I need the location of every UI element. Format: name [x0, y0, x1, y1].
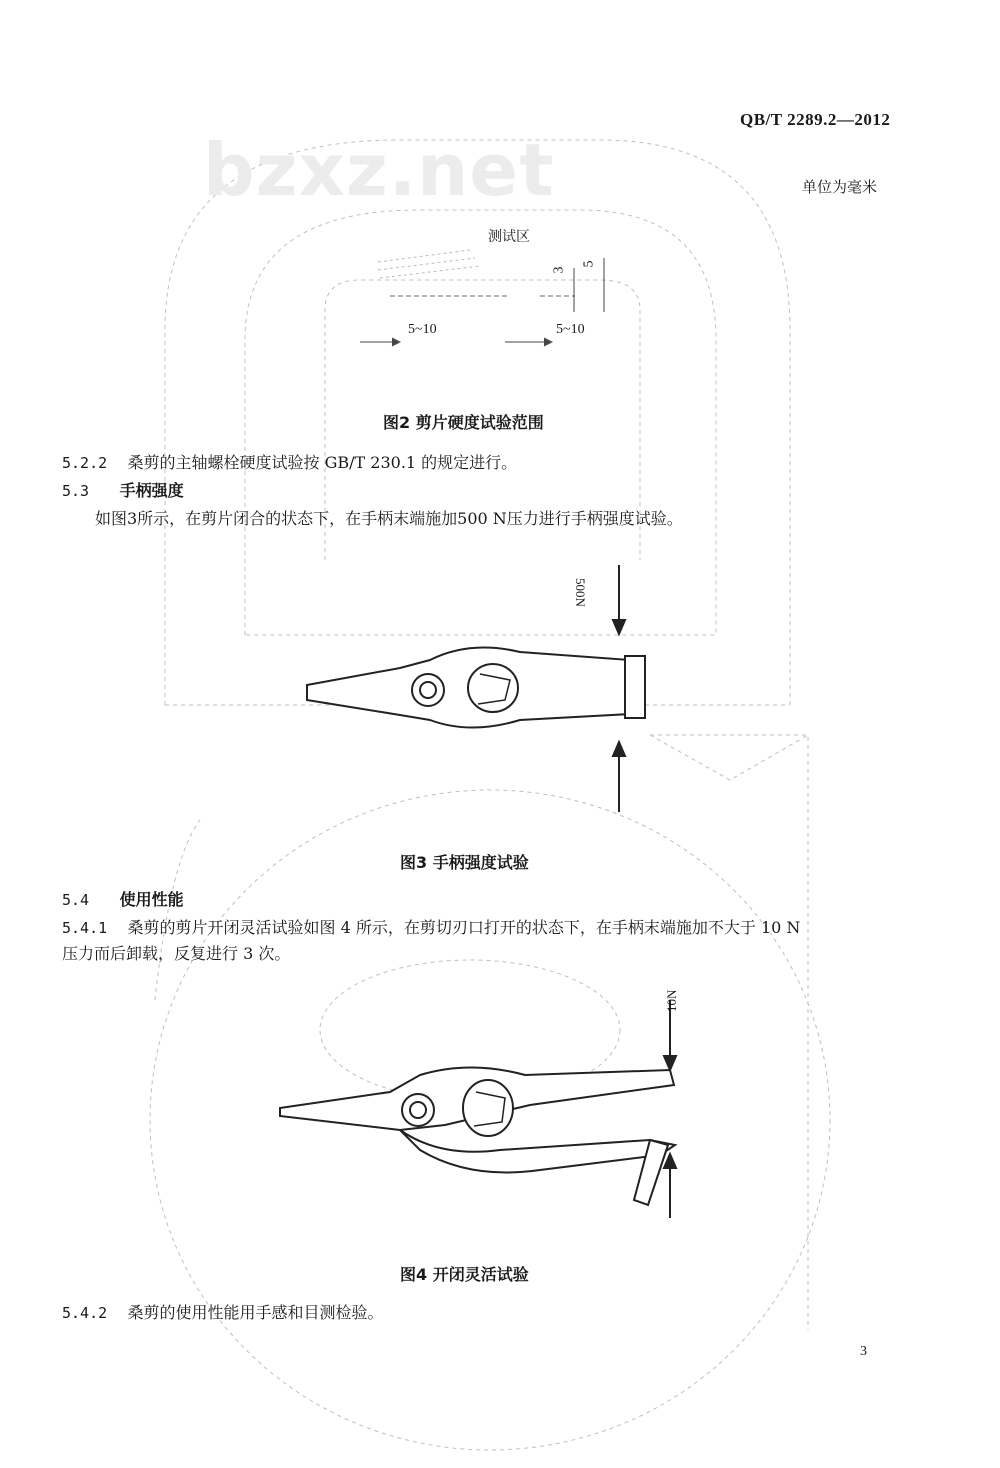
figure4-caption: 图4 开闭灵活试验: [400, 1265, 529, 1284]
page-number: 3: [860, 1344, 867, 1359]
test-zone-label: 测试区: [488, 229, 530, 245]
section-5-4-1: [62, 915, 942, 967]
section-text-line1: 桑剪的剪片开闭灵活试验如图 4 所示，在剪切刃口打开的状态下，在手柄末端施加不大于 10 N: [127, 918, 801, 937]
section-number: 5.3: [62, 482, 90, 500]
figure3-caption: 图3 手柄强度试验: [400, 853, 529, 872]
section-text: 桑剪的主轴螺栓硬度试验按 GB/T 230.1 的规定进行。: [127, 453, 518, 472]
section-number: 5.4.1: [62, 919, 108, 937]
bleed-through-lines: [150, 140, 830, 1450]
force-10n-label: 10N: [664, 989, 679, 1012]
section-text: 桑剪的使用性能用手感和目测检验。: [127, 1303, 384, 1322]
standard-code: QB/T 2289.2—2012: [740, 110, 891, 129]
section-5-4-heading: [62, 887, 184, 913]
section-number: 5.2.2: [62, 454, 108, 472]
force-500n-label: 500N: [573, 578, 588, 607]
dim-5-label: 5: [581, 260, 597, 268]
section-5-2-2: [62, 450, 517, 476]
section-title: 使用性能: [119, 890, 184, 909]
section-text-line2: 压力而后卸载，反复进行 3 次。: [62, 944, 291, 963]
section-number: 5.4.2: [62, 1304, 108, 1322]
figure4-pruner-drawing: [280, 1000, 676, 1218]
dim-right-label: 5~10: [556, 322, 585, 337]
dim-left-label: 5~10: [408, 322, 437, 337]
section-5-3-text: 如图3所示，在剪片闭合的状态下，在手柄末端施加500 N压力进行手柄强度试验。: [95, 509, 683, 528]
figure2-caption: 图2 剪片硬度试验范围: [383, 413, 544, 432]
section-5-4-2: [62, 1300, 384, 1326]
watermark: bzxz.net: [203, 128, 555, 212]
section-number: 5.4: [62, 891, 90, 909]
section-5-3-heading: [62, 478, 184, 504]
section-title: 手柄强度: [119, 481, 184, 500]
unit-note: 单位为毫米: [802, 178, 878, 196]
dim-3-label: 3: [551, 266, 567, 274]
figure3-pruner-drawing: [307, 565, 645, 812]
